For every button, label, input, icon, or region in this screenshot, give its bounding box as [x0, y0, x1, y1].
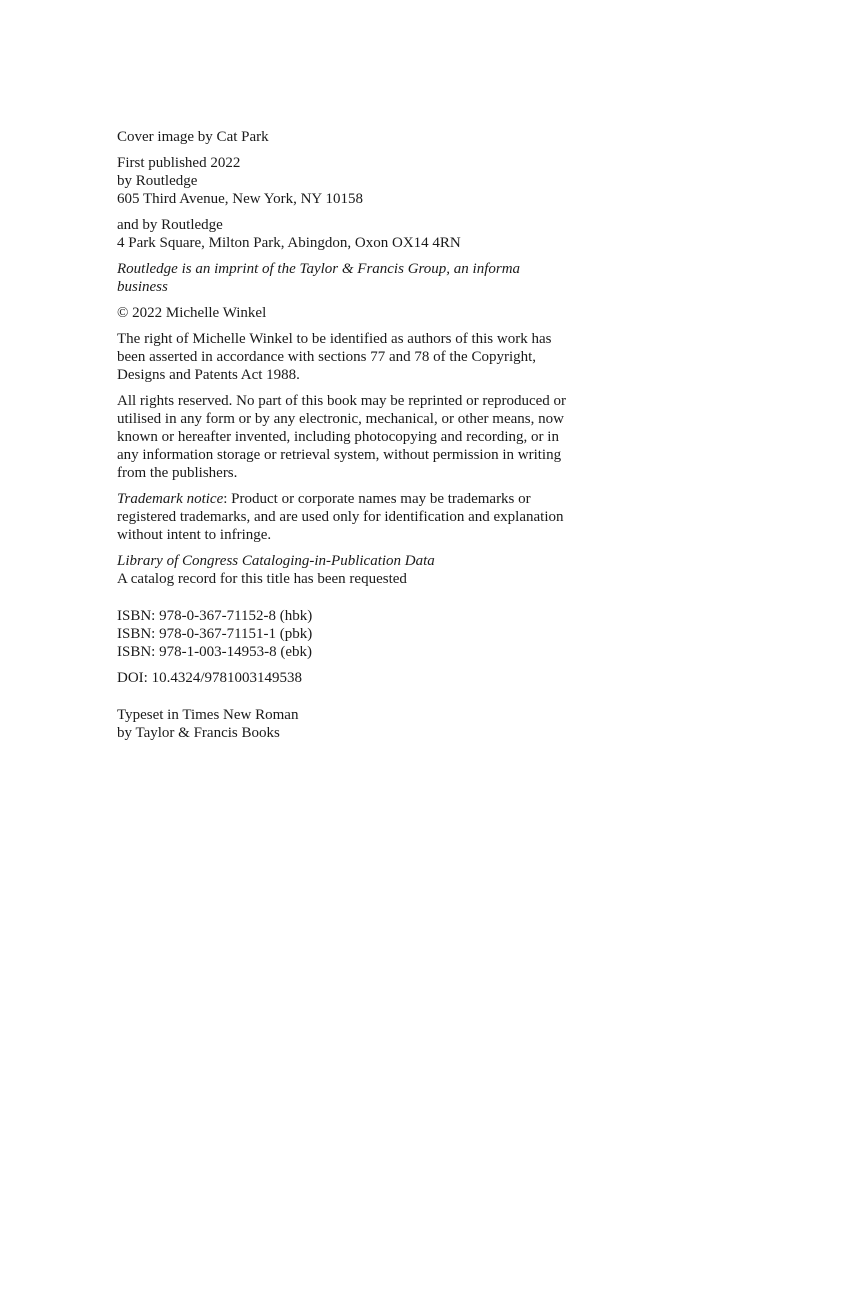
cover-credit	[117, 128, 617, 146]
copyright-page	[117, 128, 617, 742]
imprint-line-1: Routledge is an imprint of the Taylor & Francis Group, an informa	[117, 261, 521, 277]
moral-right-line-2: been asserted in accordance with sections 77 and 78 of the Copyright,	[117, 349, 537, 365]
also-published-block	[117, 216, 617, 252]
rights-line-4: any information storage or retrieval system, without permission in writing	[117, 447, 562, 463]
moral-right-statement	[117, 330, 617, 384]
rights-line-2: utilised in any form or by any electronic, mechanical, or other means, now	[117, 411, 564, 427]
rights-line-5: from the publishers.	[117, 465, 238, 481]
moral-right-line-1: The right of Michelle Winkel to be identified as authors of this work has	[117, 331, 552, 347]
rights-line-3: known or hereafter invented, including photocopying and recording, or in	[117, 429, 559, 445]
trademark-line-3: without intent to infringe.	[117, 527, 272, 543]
trademark-line-1	[117, 490, 617, 508]
trademark-notice	[117, 490, 617, 544]
doi-text: DOI: 10.4324/9781003149538	[117, 670, 302, 686]
first-published-line: First published 2022	[117, 155, 241, 171]
cip-heading: Library of Congress Cataloging-in-Publication Data	[117, 553, 435, 569]
publisher-address-uk: 4 Park Square, Milton Park, Abingdon, Oxon OX14 4RN	[117, 235, 461, 251]
imprint-statement	[117, 260, 617, 296]
copyright-notice	[117, 304, 617, 322]
cip-text: A catalog record for this title has been requested	[117, 571, 407, 587]
trademark-line-1-text: : Product or corporate names may be trademarks or	[223, 491, 531, 507]
trademark-label: Trademark notice	[117, 491, 224, 507]
rights-line-1: All rights reserved. No part of this book may be reprinted or reproduced or	[117, 393, 567, 409]
doi-block	[117, 669, 617, 687]
also-published-line: and by Routledge	[117, 217, 223, 233]
isbn-ebk: ISBN: 978-1-003-14953-8 (ebk)	[117, 644, 312, 660]
cover-credit-text: Cover image by Cat Park	[117, 129, 269, 145]
typeset-line-2: by Taylor & Francis Books	[117, 725, 280, 741]
imprint-line-2: business	[117, 279, 168, 295]
publisher-address-ny: 605 Third Avenue, New York, NY 10158	[117, 191, 363, 207]
isbn-hbk: ISBN: 978-0-367-71152-8 (hbk)	[117, 608, 313, 624]
moral-right-line-3: Designs and Patents Act 1988.	[117, 367, 300, 383]
typeset-line-1: Typeset in Times New Roman	[117, 707, 299, 723]
first-published-block	[117, 154, 617, 208]
trademark-line-2: registered trademarks, and are used only for identification and explanation	[117, 509, 564, 525]
cip-block	[117, 552, 617, 588]
publisher-name: by Routledge	[117, 173, 198, 189]
isbn-block	[117, 607, 617, 661]
rights-reserved-statement	[117, 392, 617, 482]
typeset-block	[117, 706, 617, 742]
copyright-text: © 2022 Michelle Winkel	[117, 305, 267, 321]
isbn-pbk: ISBN: 978-0-367-71151-1 (pbk)	[117, 626, 313, 642]
